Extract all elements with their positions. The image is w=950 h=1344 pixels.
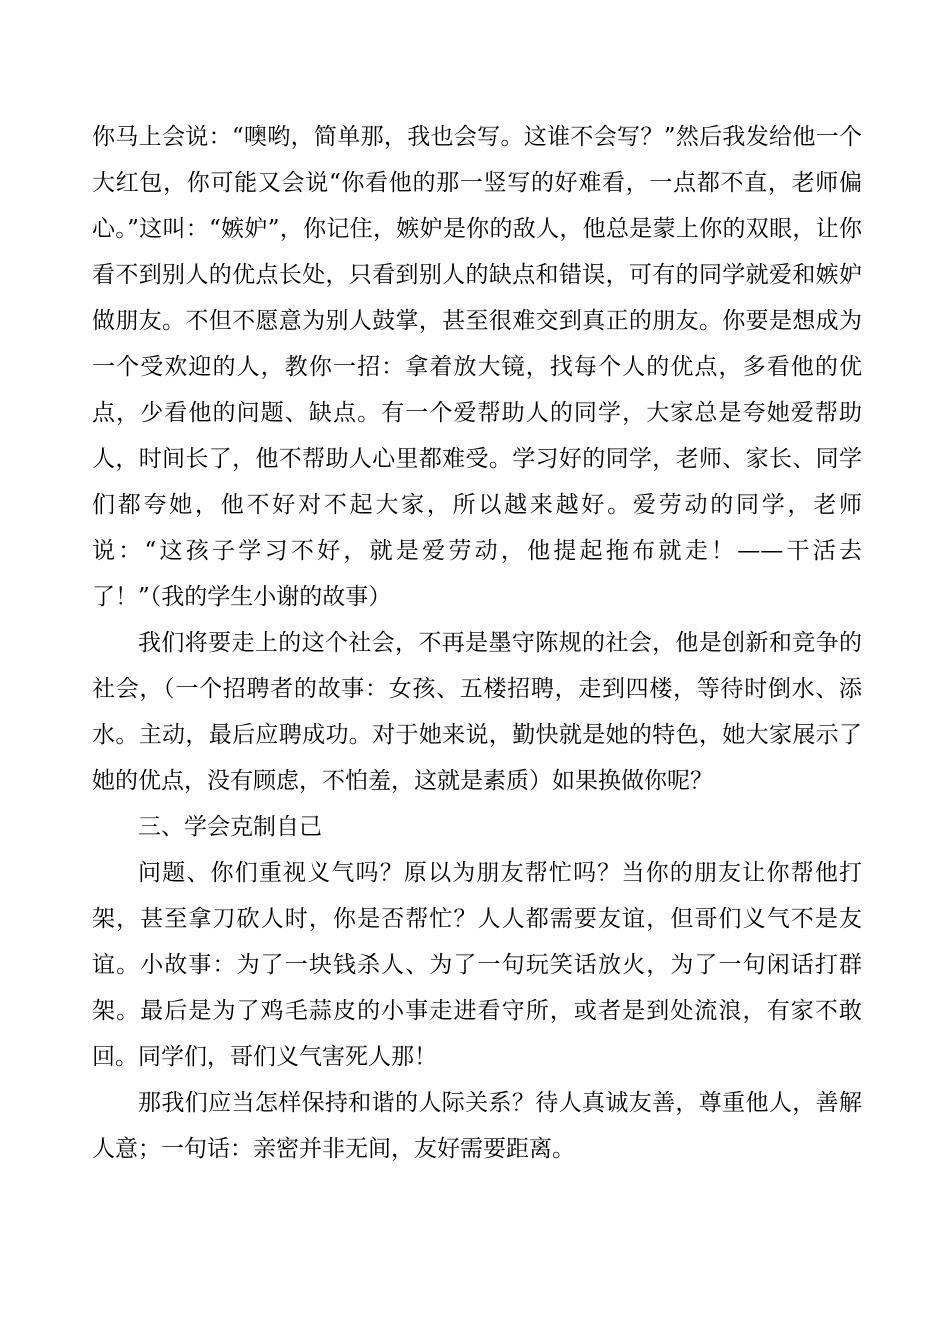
section-heading: 三、学会克制自己: [138, 814, 322, 840]
paragraph-2: 我们将要走上的这个社会，不再是墨守陈规的社会，他是创新和竞争的社会，（一个招聘者的故事：女孩、五楼招聘，走到四楼，等待时倒水、添水。主动，最后应聘成功。对于她来说，勤快就是她的特色，她大家展示了她的优点，没有顾虑，不怕羞，这就是素质）如果换做你呢？: [92, 630, 862, 794]
document-body: [92, 114, 862, 1172]
paragraph-4: 那我们应当怎样保持和谐的人际关系？待人真诚友善，尊重他人，善解人意；一句话：亲密并非无间，友好需要距离。: [92, 1090, 862, 1162]
paragraph-3: 问题、你们重视义气吗？原以为朋友帮忙吗？当你的朋友让你帮他打架，甚至拿刀砍人时，你是否帮忙？人人都需要友谊，但哥们义气不是友谊。小故事：为了一块钱杀人、为了一句玩笑话放火，为了一句闲话打群架。最后是为了鸡毛蒜皮的小事走进看守所，或者是到处流浪，有家不敢回。同学们，哥们义气害死人那！: [92, 860, 862, 1070]
paragraph-1: 你马上会说：“噢哟，简单那，我也会写。这谁不会写？”然后我发给他一个大红包，你可能又会说“你看他的那一竖写的好难看，一点都不直，老师偏心。”这叫：“嫉妒”，你记住，嫉妒是你的敌人，他总是蒙上你的双眼，让你看不到别人的优点长处，只看到别人的缺点和错误，可有的同学就爱和嫉妒做朋友。不但不愿意为别人鼓掌，甚至很难交到真正的朋友。你要是想成为一个受欢迎的人，教你一招：拿着放大镜，找每个人的优点，多看他的优点，少看他的问题、缺点。有一个爱帮助人的同学，大家总是夸她爱帮助人，时间长了，他不帮助人心里都难受。学习好的同学，老师、家长、同学们都夸她，他不好对不起大家，所以越来越好。爱劳动的同学，老师说：“这孩子学习不好，就是爱劳动，他提起拖布就走！——干活去了！”（我的学生小谢的故事）: [92, 124, 862, 610]
